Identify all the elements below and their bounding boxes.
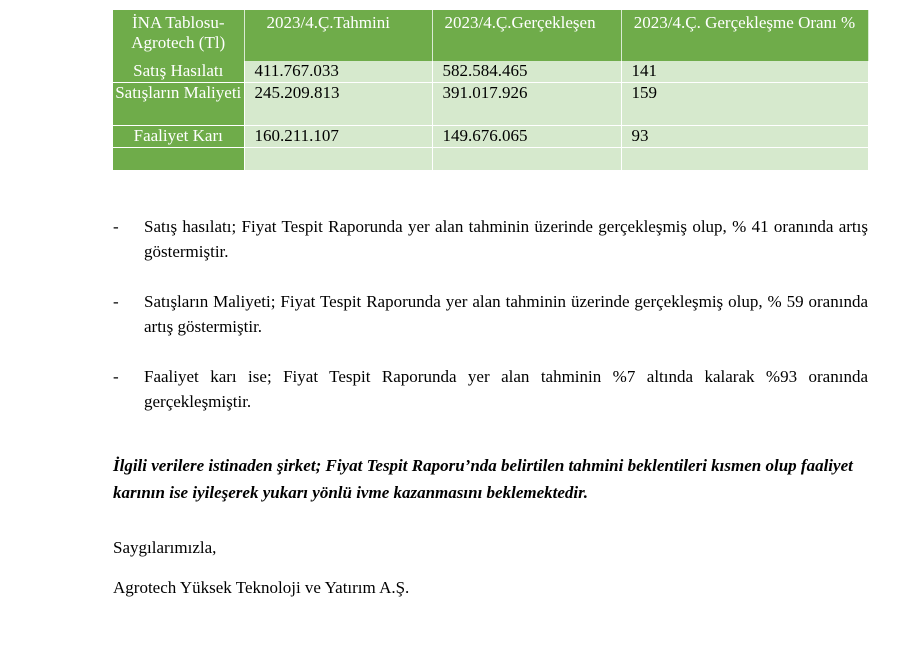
empty-cell (621, 148, 868, 171)
table-row-empty (113, 148, 868, 171)
empty-cell (113, 148, 244, 171)
dash-marker: - (113, 367, 119, 386)
bullet-text: Satışların Maliyeti; Fiyat Tespit Raporunda yer alan tahminin üzerinde gerçekleşmiş olup, % 59 oranında artış göstermiştir. (144, 292, 868, 336)
cell-actual: 582.584.465 (432, 61, 621, 83)
dash-marker: - (113, 292, 119, 311)
cell-ratio: 93 (621, 126, 868, 148)
header-estimate: 2023/4.Ç.Tahmini (244, 10, 432, 61)
header-realization-ratio: 2023/4.Ç. Gerçekleşme Oranı % (621, 10, 868, 61)
row-label-operating-profit: Faaliyet Karı (113, 126, 244, 148)
empty-cell (432, 148, 621, 171)
cell-ratio: 141 (621, 61, 868, 83)
header-table-title: İNA Tablosu-Agrotech (Tl) (113, 10, 244, 61)
bullet-text: Faaliyet karı ise; Fiyat Tespit Raporunda yer alan tahminin %7 altında kalarak %93 oranında gerçekleşmiştir. (144, 367, 868, 411)
cell-estimate: 245.209.813 (244, 83, 432, 126)
row-label-cost-of-sales: Satışların Maliyeti (113, 83, 244, 126)
table-row (113, 126, 868, 148)
cell-estimate: 160.211.107 (244, 126, 432, 148)
list-item (113, 364, 868, 414)
cell-ratio: 159 (621, 83, 868, 126)
conclusion-paragraph: İlgili verilere istinaden şirket; Fiyat Tespit Raporu’nda belirtilen tahmini beklentileri kısmen olup faaliyet karının ise iyileşerek yukarı yönlü ivme kazanmasını beklemektedir. (113, 456, 853, 502)
table-row (113, 83, 868, 126)
closing-greeting: Saygılarımızla, (113, 538, 217, 557)
list-item (113, 289, 868, 339)
list-item (113, 214, 868, 264)
bullet-text: Satış hasılatı; Fiyat Tespit Raporunda yer alan tahminin üzerinde gerçekleşmiş olup, % 41 oranında artış göstermiştir. (144, 217, 868, 261)
dash-marker: - (113, 217, 119, 236)
table-header-row (113, 10, 868, 61)
row-label-sales-revenue: Satış Hasılatı (113, 61, 244, 83)
cell-actual: 149.676.065 (432, 126, 621, 148)
cell-actual: 391.017.926 (432, 83, 621, 126)
cell-estimate: 411.767.033 (244, 61, 432, 83)
commentary-list (113, 214, 868, 439)
table-row (113, 61, 868, 83)
header-actual: 2023/4.Ç.Gerçekleşen (432, 10, 621, 61)
ina-table (113, 10, 869, 171)
empty-cell (244, 148, 432, 171)
company-signature: Agrotech Yüksek Teknoloji ve Yatırım A.Ş. (113, 578, 410, 597)
